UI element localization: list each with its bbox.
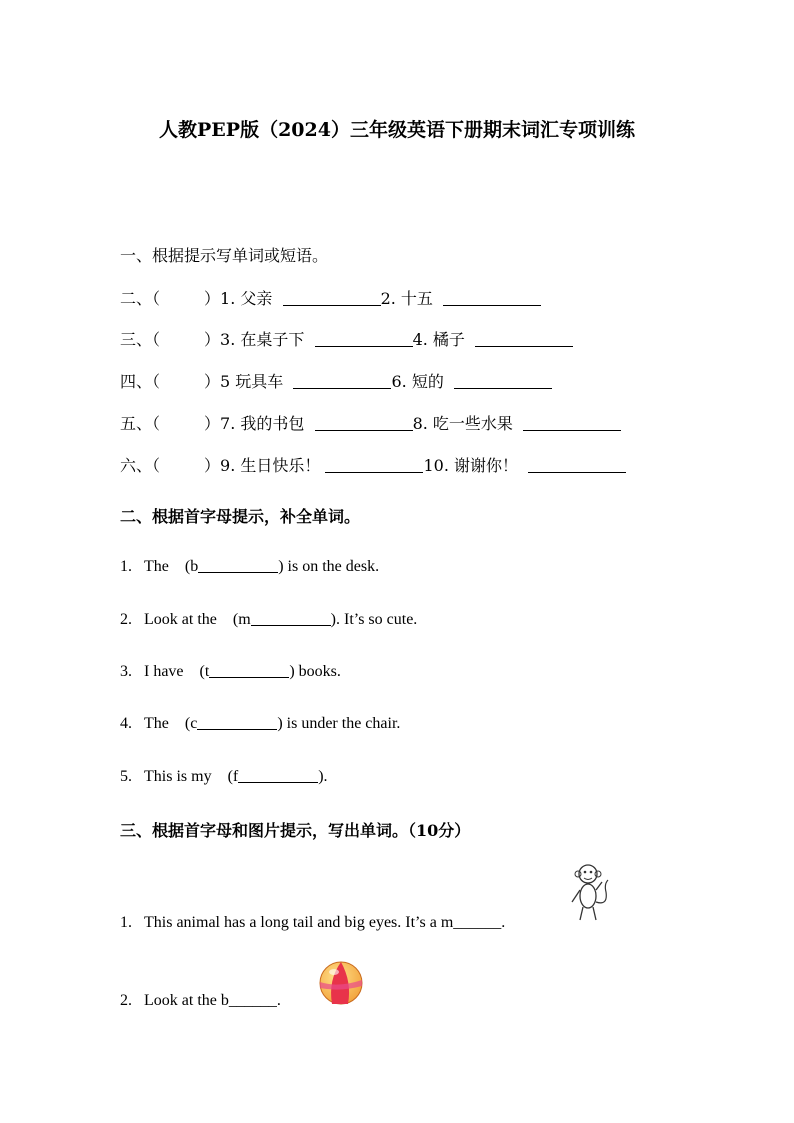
row-item-a: 3. 在桌子下 — [220, 330, 305, 349]
item-number: 1. — [120, 558, 132, 575]
item-text-after: ) is under the chair. — [277, 715, 401, 732]
answer-blank[interactable] — [523, 414, 621, 431]
row-prefix: 六、（ — [120, 456, 161, 475]
item-letter: (t — [199, 663, 210, 680]
item-text-after: ) books. — [289, 663, 341, 680]
row-item-b: 4. 橘子 — [412, 330, 465, 349]
row-paren-close: ） — [204, 330, 221, 349]
answer-blank[interactable] — [325, 456, 423, 473]
section1-heading: 一、根据提示写单词或短语。 — [120, 246, 329, 265]
row-item-a: 9. 生日快乐！ — [220, 456, 321, 475]
row-paren-close: ） — [204, 372, 221, 391]
item-number: 1. — [120, 914, 132, 931]
section1-row — [120, 369, 552, 392]
answer-blank[interactable] — [315, 330, 413, 347]
list-item — [120, 556, 379, 576]
row-paren-close: ） — [204, 289, 221, 308]
section2-heading: 二、根据首字母提示，补全单词。 — [120, 507, 361, 526]
section3-heading: 三、根据首字母和图片提示，写出单词。（10分） — [120, 821, 471, 840]
item-text-before: I have — [144, 663, 184, 680]
answer-blank[interactable] — [283, 289, 381, 306]
monkey-icon — [568, 862, 612, 924]
row-paren-close: ） — [204, 414, 221, 433]
item-letter: (m — [232, 611, 251, 628]
answer-blank[interactable] — [198, 556, 278, 573]
answer-blank[interactable] — [209, 661, 289, 678]
answer-blank[interactable] — [315, 414, 413, 431]
answer-blank[interactable] — [197, 713, 277, 730]
item-text-before: The — [144, 715, 169, 732]
item-text-after: ). — [318, 768, 328, 785]
list-item — [120, 766, 328, 786]
item-text-before: This is my — [144, 768, 212, 785]
section1-row — [120, 453, 626, 476]
row-prefix: 四、（ — [120, 372, 161, 391]
item-number: 2. — [120, 992, 132, 1009]
item-text-before: Look at the — [144, 611, 217, 628]
list-item — [120, 914, 505, 932]
answer-blank[interactable] — [443, 289, 541, 306]
section1-row — [120, 327, 573, 350]
answer-blank[interactable] — [454, 372, 552, 389]
section1-row — [120, 411, 621, 434]
item-letter: (b — [184, 558, 199, 575]
item-number: 5. — [120, 768, 132, 785]
row-prefix: 二、（ — [120, 289, 161, 308]
row-item-b: 6. 短的 — [391, 372, 444, 391]
row-prefix: 五、（ — [120, 414, 161, 433]
page-title: 人教PEP版（2024）三年级英语下册期末词汇专项训练 — [159, 119, 635, 141]
item-number: 2. — [120, 611, 132, 628]
row-item-a: 1. 父亲 — [220, 289, 273, 308]
item-number: 3. — [120, 663, 132, 680]
item-text: This animal has a long tail and big eyes. It’s a m______. — [144, 914, 506, 931]
item-text-before: The — [144, 558, 169, 575]
answer-blank[interactable] — [475, 330, 573, 347]
item-letter: (c — [184, 715, 198, 732]
list-item — [120, 661, 341, 681]
item-text: Look at the b______. — [144, 992, 281, 1009]
answer-blank[interactable] — [293, 372, 391, 389]
row-item-a: 7. 我的书包 — [220, 414, 305, 433]
item-number: 4. — [120, 715, 132, 732]
item-text-after: ). It’s so cute. — [330, 611, 418, 628]
row-item-b: 10. 谢谢你！ — [423, 456, 519, 475]
answer-blank[interactable] — [528, 456, 626, 473]
answer-blank[interactable] — [251, 609, 331, 626]
row-prefix: 三、（ — [120, 330, 161, 349]
row-item-a: 5 玩具车 — [220, 372, 284, 391]
list-item — [120, 713, 400, 733]
ball-icon — [318, 960, 364, 1006]
item-text-after: ) is on the desk. — [278, 558, 380, 575]
list-item — [120, 992, 281, 1010]
list-item — [120, 609, 417, 629]
section1-row — [120, 286, 541, 309]
item-letter: (f — [227, 768, 239, 785]
row-item-b: 8. 吃一些水果 — [412, 414, 513, 433]
row-paren-close: ） — [204, 456, 221, 475]
row-item-b: 2. 十五 — [380, 289, 433, 308]
answer-blank[interactable] — [238, 766, 318, 783]
